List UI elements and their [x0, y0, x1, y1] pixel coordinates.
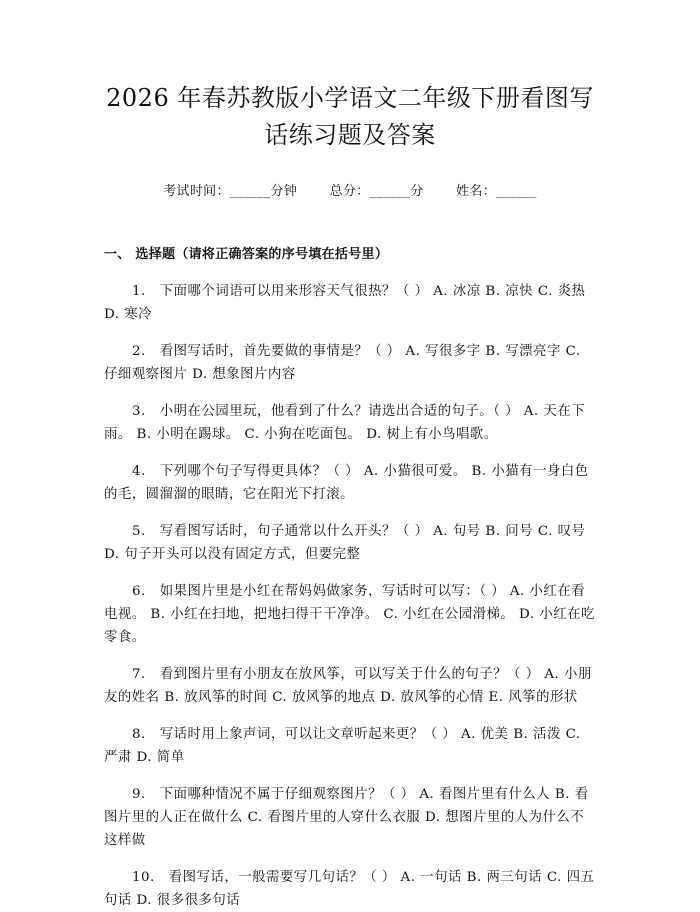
question-list [104, 280, 596, 912]
question-item [104, 580, 596, 649]
question-number: 2. [132, 344, 146, 359]
question-number: 9. [132, 787, 146, 802]
question-item [104, 280, 596, 326]
question-number: 8. [132, 727, 146, 742]
question-item [104, 400, 596, 446]
title-line-1: 2026 年春苏教版小学语文二年级下册看图写 [106, 84, 594, 112]
section-heading: 一、 选择题（请将正确答案的序号填在括号里） [104, 247, 389, 262]
question-text: 看图写话，一般需要写几句话？（ ） A. 一句话 B. 两三句话 C. 四五句话 D. 很多很多句话 [104, 870, 595, 908]
question-number: 7. [132, 667, 146, 682]
question-number: 1. [132, 284, 146, 299]
question-number: 3. [132, 404, 146, 419]
total-score: 总分：______分 [329, 184, 424, 199]
title-line-2: 话练习题及答案 [264, 121, 436, 149]
document-title [104, 80, 596, 154]
question-text: 看图写话时，首先要做的事情是？（ ） A. 写很多字 B. 写漂亮字 C. 仔细观察图片 D. 想象图片内容 [104, 344, 581, 382]
question-item [104, 460, 596, 506]
question-item [104, 520, 596, 566]
question-text: 写看图写话时，句子通常以什么开头？（ ） A. 句号 B. 问号 C. 叹号 D. 句子开头可以没有固定方式，但要完整 [104, 524, 586, 562]
question-number: 5. [132, 524, 146, 539]
question-text: 下面哪种情况不属于仔细观察图片？（ ） A. 看图片里有什么人 B. 看图片里的人正在做什么 C. 看图片里的人穿什么衣服 D. 想图片里的人为什么不这样做 [104, 787, 589, 848]
question-text: 如果图片里是小红在帮妈妈做家务，写话时可以写：（ ） A. 小红在看电视。 B. 小红在扫地，把地扫得干干净净。 C. 小红在公园滑梯。 D. 小红在吃零食。 [104, 584, 595, 645]
question-item [104, 783, 596, 852]
question-item [104, 663, 596, 709]
question-text: 写话时用上象声词，可以让文章听起来更？（ ） A. 优美 B. 活泼 C. 严肃 D. 简单 [104, 727, 581, 765]
question-text: 下列哪个句子写得更具体？（ ） A. 小猫很可爱。 B. 小猫有一身白色的毛，圆溜溜的眼睛，它在阳光下打滚。 [104, 464, 589, 502]
question-item [104, 866, 596, 912]
question-number: 4. [132, 464, 146, 479]
question-item [104, 723, 596, 769]
student-name: 姓名：______ [456, 184, 537, 199]
question-number: 10. [132, 870, 155, 885]
exam-meta [104, 180, 596, 199]
question-number: 6. [132, 584, 146, 599]
question-item [104, 340, 596, 386]
exam-time: 考试时间：______分钟 [163, 184, 298, 199]
question-text: 小明在公园里玩，他看到了什么？请选出合适的句子。（ ） A. 天在下雨。 B. 小明在踢球。 C. 小狗在吃面包。 D. 树上有小鸟唱歌。 [104, 404, 586, 442]
question-text: 下面哪个词语可以用来形容天气很热？（ ） A. 冰凉 B. 凉快 C. 炎热 D. 寒冷 [104, 284, 586, 322]
question-text: 看到图片里有小朋友在放风筝，可以写关于什么的句子？（ ） A. 小朋友的姓名 B. 放风筝的时间 C. 放风筝的地点 D. 放风筝的心情 E. 风筝的形状 [104, 667, 592, 705]
